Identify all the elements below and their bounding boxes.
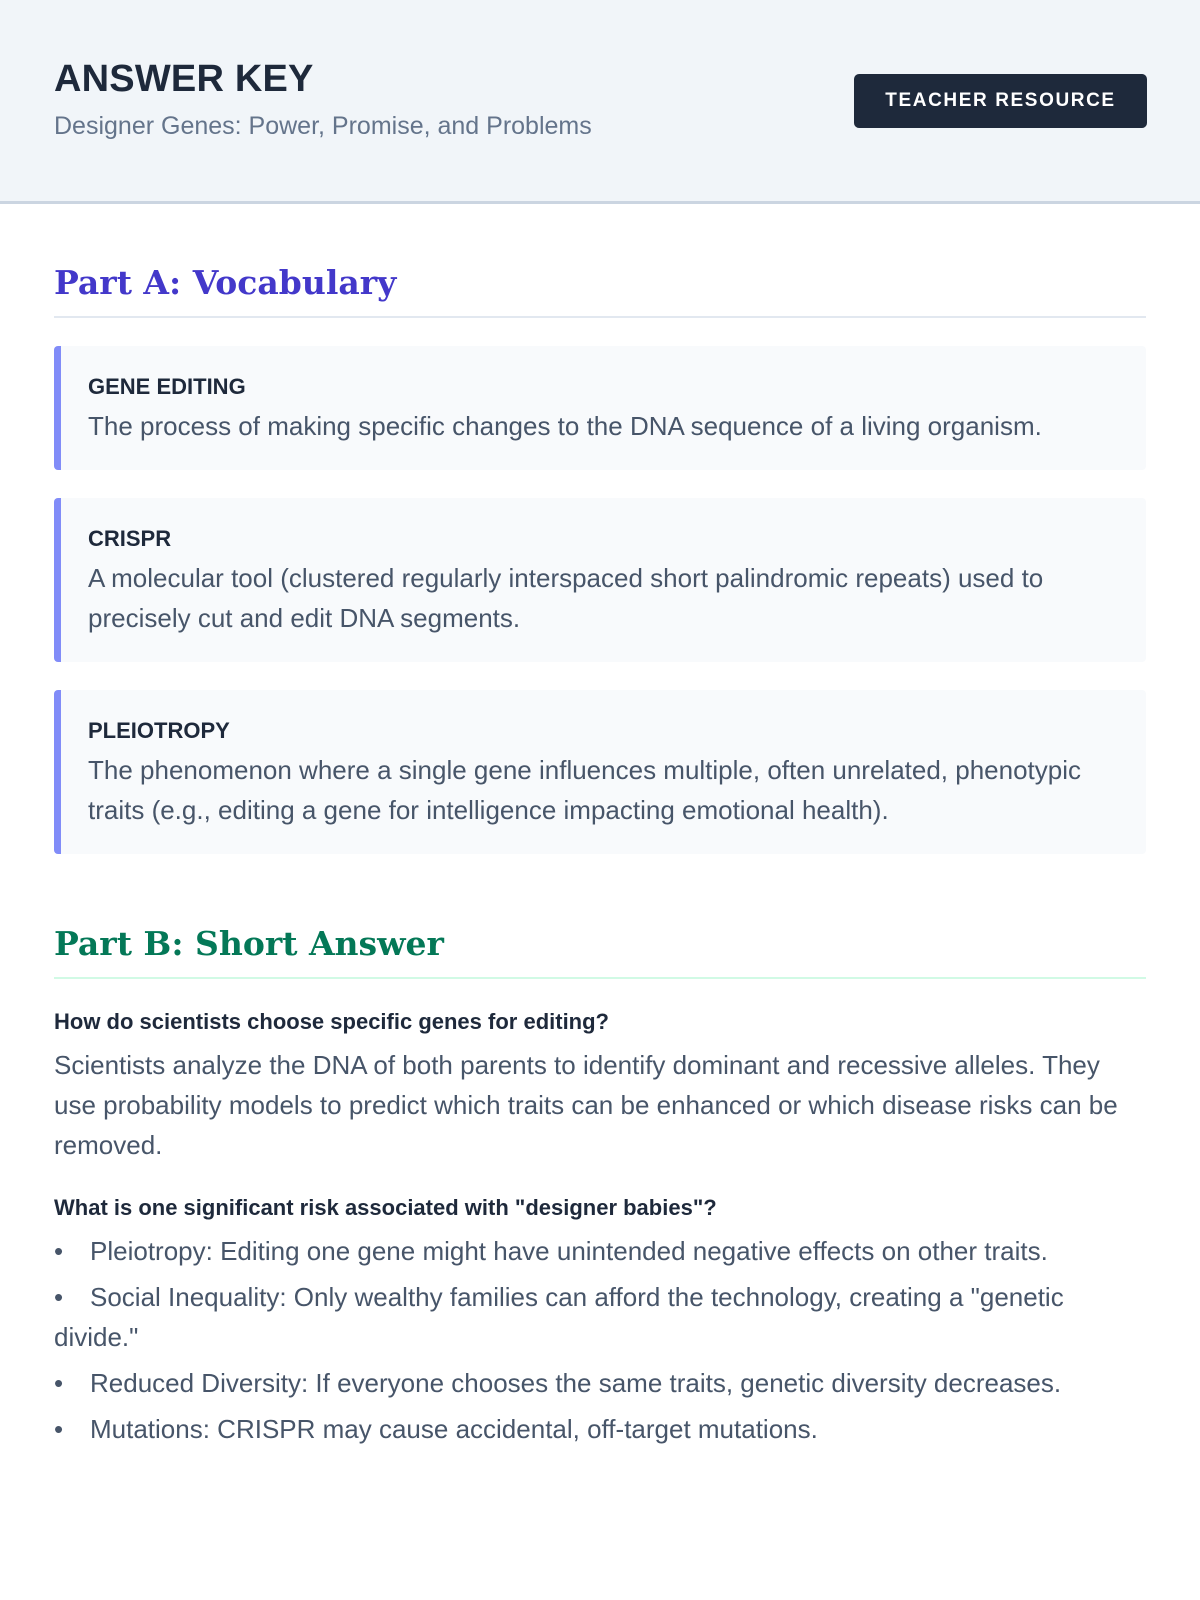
answer-1: Scientists analyze the DNA of both parents to identify dominant and recessive alleles. They use probability models to predict which traits can be enhanced or which disease risks can be removed. (54, 1050, 1118, 1160)
list-item (54, 1363, 1146, 1403)
risk-text: Social Inequality: Only wealthy families can afford the technology, creating a "genetic divide." (54, 1282, 1064, 1352)
vocab-definition: The phenomenon where a single gene influences multiple, often unrelated, phenotypic traits (e.g., editing a gene for intelligence impacting emotional health). (88, 755, 1082, 825)
risk-text: Pleiotropy: Editing one gene might have unintended negative effects on other traits. (90, 1236, 1048, 1266)
bullet-icon: • (54, 1236, 64, 1266)
risk-text: Mutations: CRISPR may cause accidental, off-target mutations. (90, 1414, 818, 1444)
vocab-card-pleiotropy (54, 690, 1146, 854)
page-header (0, 0, 1200, 204)
page-subtitle: Designer Genes: Power, Promise, and Problems (54, 112, 592, 140)
bullet-icon: • (54, 1414, 64, 1444)
question-2: What is one significant risk associated with "designer babies"? (54, 1195, 717, 1220)
part-a-heading: Part A: Vocabulary (54, 263, 1146, 318)
vocab-list (54, 346, 1146, 854)
vocab-card-gene-editing (54, 346, 1146, 470)
risk-list (54, 1231, 1146, 1449)
vocab-term: GENE EDITING (88, 374, 246, 399)
list-item (54, 1231, 1146, 1271)
vocab-definition: The process of making specific changes to the DNA sequence of a living organism. (88, 411, 1042, 441)
question-1: How do scientists choose specific genes for editing? (54, 1009, 609, 1034)
vocab-card-crispr (54, 498, 1146, 662)
vocab-term: CRISPR (88, 526, 172, 551)
list-item (54, 1409, 1146, 1449)
part-b-heading: Part B: Short Answer (54, 924, 1146, 979)
teacher-resource-badge: TEACHER RESOURCE (854, 74, 1147, 128)
bullet-icon: • (54, 1282, 64, 1312)
vocab-term: PLEIOTROPY (88, 718, 230, 743)
page-title: ANSWER KEY (54, 58, 314, 100)
bullet-icon: • (54, 1368, 64, 1398)
risk-text: Reduced Diversity: If everyone chooses the same traits, genetic diversity decreases. (90, 1368, 1062, 1398)
main-content (0, 263, 1200, 1449)
vocab-definition: A molecular tool (clustered regularly interspaced short palindromic repeats) used to precisely cut and edit DNA segments. (88, 563, 1044, 633)
list-item (54, 1277, 1146, 1357)
